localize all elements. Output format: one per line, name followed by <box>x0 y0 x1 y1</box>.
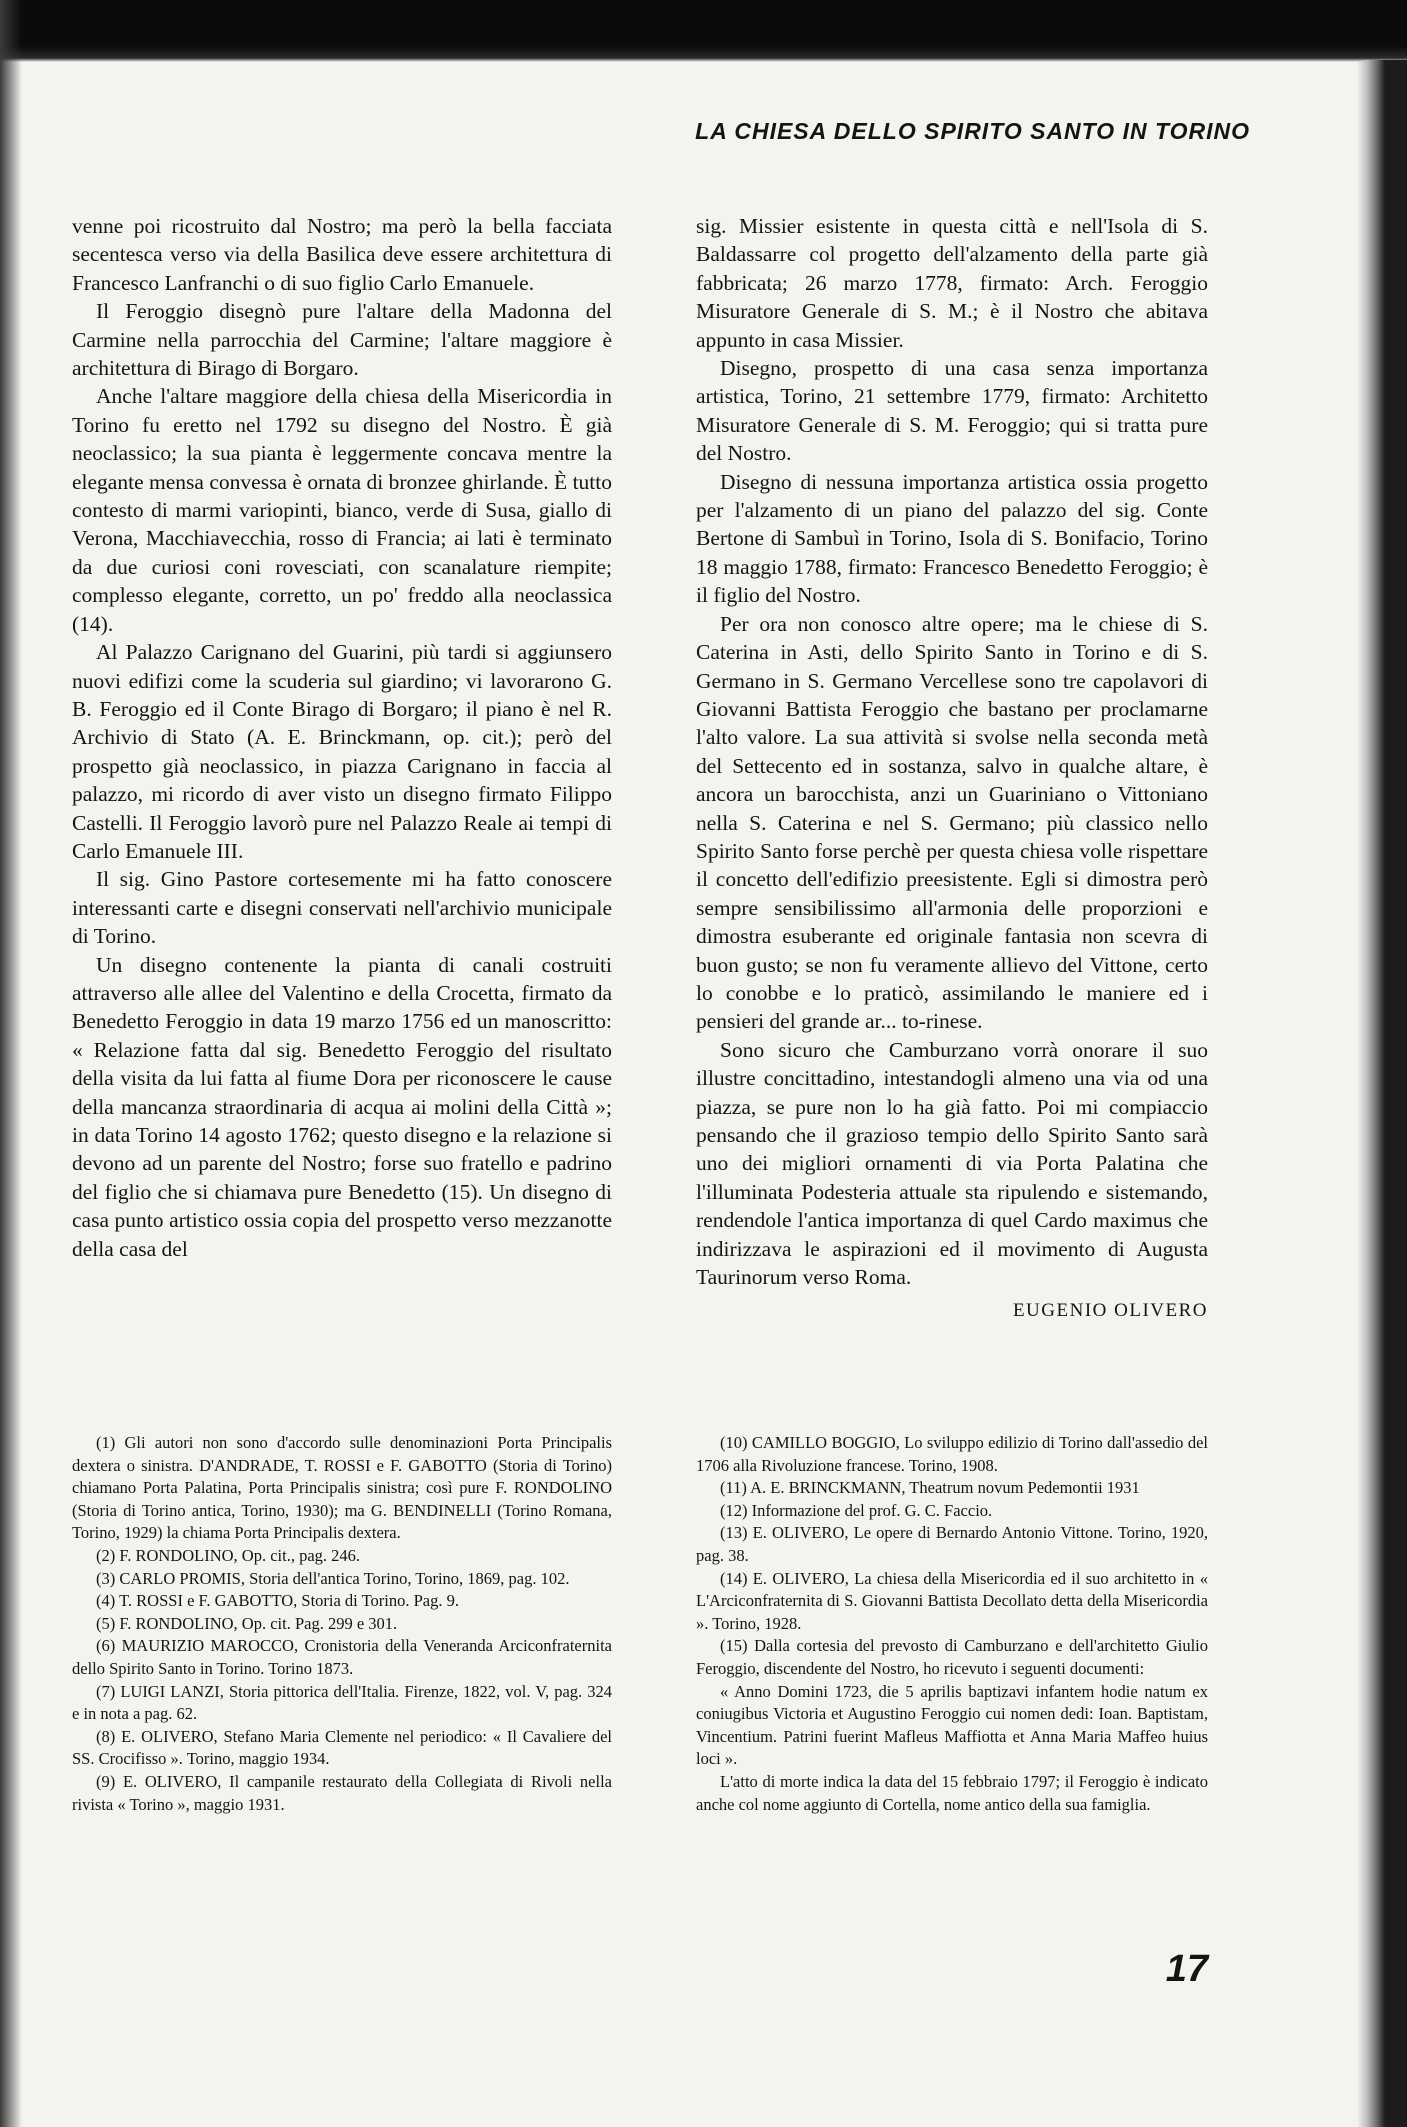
author-signature: EUGENIO OLIVERO <box>1012 1300 1208 1322</box>
footnote: (10) CAMILLO BOGGIO, Lo sviluppo edilizio di Torino dall'assedio del 1706 alla Rivoluzione francese. Torino, 1908. <box>696 1433 1208 1475</box>
running-title: LA CHIESA DELLO SPIRITO SANTO IN TORINO <box>695 118 1250 144</box>
paragraph: Un disegno contenente la pianta di canali costruiti attraverso alle allee del Valentino e della Crocetta, firmato da Benedetto Feroggio in data 19 marzo 1756 ed un manoscritto: « Relazione fatta dal sig. Benedetto Feroggio del risultato della visita da lui fatta al fiume Dora per riconoscere le cause della mancanza straordinaria di acqua ai molini della Città »; in data Torino 14 agosto 1762; questo disegno e la relazione si devono ad un parente del Nostro; forse suo fratello e padrino del figlio che si chiamava pure Benedetto (15). Un disegno di casa punto artistico ossia copia del prospetto verso mezzanotte della casa del <box>72 952 612 1261</box>
paragraph: Anche l'altare maggiore della chiesa della Misericordia in Torino fu eretto nel 1792 su disegno del Nostro. È già neoclassico; la sua pianta è leggermente concava mentre la elegante mensa convessa è ornata di bronzee ghirlande. È tutto contesto di marmi variopinti, bianco, verde di Susa, giallo di Verona, Macchiavecchia, rosso di Francia; ai lati è terminato da due curiosi coni rovesciati, con scanalature riempite; complesso elegante, corretto, un po' freddo alla neoclassica (14). <box>72 384 612 636</box>
paragraph: sig. Missier esistente in questa città e nell'Isola di S. Baldassarre col progetto dell'alzamento della parte già fabbricata; 26 marzo 1778, firmato: Arch. Feroggio Misuratore Generale di S. M.; è il Nostro che abitava appunto in casa Missier. <box>696 214 1208 352</box>
paragraph: Disegno, prospetto di una casa senza importanza artistica, Torino, 21 settembre 1779, firmato: Architetto Misuratore Generale di S. M. Feroggio; qui si tratta pure del Nostro. <box>696 356 1208 466</box>
footnote: (14) E. OLIVERO, La chiesa della Misericordia ed il suo architetto in « L'Arciconfraternita di S. Giovanni Battista Decollato detta della Misericordia ». Torino, 1928. <box>696 1568 1208 1633</box>
scan-shadow-left <box>0 0 22 2127</box>
paragraph: Sono sicuro che Camburzano vorrà onorare il suo illustre concittadino, intestandogli almeno una via od una piazza, se pure non lo ha già fatto. Poi mi compiaccio pensando che il grazioso tempio dello Spirito Santo sarà uno dei migliori ornamenti di via Porta Palatina che l'illuminata Podesteria attuale sta ripulendo e sistemando, rendendole l'antica importanza di quel Cardo maximus che indirizzava le aspirazioni ed il movimento di Augusta Taurinorum verso Roma. <box>696 1037 1208 1290</box>
paragraph: Per ora non conosco altre opere; ma le chiese di S. Caterina in Asti, dello Spirito Santo in Torino e di S. Germano in S. Germano Vercellese sono tre capolavori di Giovanni Battista Feroggio che bastano per proclamarne l'alto valore. La sua attività si svolse nella seconda metà del Settecento ed in sostanza, salvo in qualche altare, è ancora un barocchista, anzi un Guariniano o Vittoniano nella S. Caterina e nel S. Germano; più classico nello Spirito Santo forse perchè per questa chiesa volle rispettare il concetto dell'edifizio preesistente. Egli si dimostra però sempre sensibilissimo all'armonia delle proporzioni e dimostra esuberante ed originale fantasia non scevra di buon gusto; se non fu veramente allievo del Vittone, certo lo conobbe e lo praticò, assimilando le maniere ed i pensieri del grande ar... to-rinese. <box>696 611 1208 1034</box>
footnote: « Anno Domini 1723, die 5 aprilis baptizavi infantem hodie natum ex coniugibus Victoria et Augustino Feroggio cui nomen dedi: Ioan. Baptistam, Vincentium. Patrini fuerint Mafleus Maffiotta et Anna Maria Maffeo huius loci ». <box>696 1681 1208 1769</box>
footnote: (11) A. E. BRINCKMANN, Theatrum novum Pedemontii 1931 <box>720 1478 1140 1498</box>
footnote: (7) LUIGI LANZI, Storia pittorica dell'Italia. Firenze, 1822, vol. V, pag. 324 e in nota a pag. 62. <box>72 1681 612 1724</box>
body-column-left <box>72 212 612 1263</box>
footnotes-left <box>72 1432 612 1816</box>
paragraph: Il sig. Gino Pastore cortesemente mi ha fatto conoscere interessanti carte e disegni conservati nell'archivio municipale di Torino. <box>72 867 612 949</box>
body-column-right <box>696 212 1208 1326</box>
footnote: (5) F. RONDOLINO, Op. cit. Pag. 299 e 301. <box>96 1613 398 1633</box>
scan-shadow-right <box>1357 60 1407 2127</box>
footnote: (15) Dalla cortesia del prevosto di Camburzano e dell'architetto Giulio Feroggio, discendente del Nostro, ho ricevuto i seguenti documenti: <box>696 1636 1208 1678</box>
page-number: 17 <box>1165 1948 1208 1990</box>
footnote: (6) MAURIZIO MAROCCO, Cronistoria della Veneranda Arciconfraternita dello Spirito Santo in Torino. Torino 1873. <box>72 1636 612 1678</box>
footnote: L'atto di morte indica la data del 15 febbraio 1797; il Feroggio è indicato anche col nome aggiunto di Cortella, nome antico della sua famiglia. <box>696 1771 1208 1814</box>
paragraph: Al Palazzo Carignano del Guarini, più tardi si aggiunsero nuovi edifizi come la scuderia sul giardino; vi lavorarono G. B. Feroggio ed il Conte Birago di Borgaro; il piano è nel R. Archivio di Stato (A. E. Brinckmann, op. cit.); però del prospetto già neoclassico, in piazza Carignano in faccia al palazzo, mi ricordo di aver visto un disegno firmato Filippo Castelli. Il Feroggio lavorò pure nel Palazzo Reale ai tempi di Carlo Emanuele III. <box>72 640 612 863</box>
footnote: (2) F. RONDOLINO, Op. cit., pag. 246. <box>96 1545 361 1565</box>
footnote: (4) T. ROSSI e F. GABOTTO, Storia di Torino. Pag. 9. <box>96 1591 459 1611</box>
paragraph: venne poi ricostruito dal Nostro; ma però la bella facciata secentesca verso via della Basilica deve essere architettura di Francesco Lanfranchi o di suo figlio Carlo Emanuele. <box>72 214 612 295</box>
paragraph: Il Feroggio disegnò pure l'altare della Madonna del Carmine nella parrocchia del Carmine; l'altare maggiore è architettura di Birago di Borgaro. <box>72 299 612 381</box>
footnote: (3) CARLO PROMIS, Storia dell'antica Torino, Torino, 1869, pag. 102. <box>96 1568 570 1588</box>
footnote: (1) Gli autori non sono d'accordo sulle denominazioni Porta Principalis dextera o sinistra. D'ANDRADE, T. ROSSI e F. GABOTTO (Storia di Torino) chiamano Porta Palatina, Porta Principalis sinistra; così pure F. RONDOLINO (Storia di Torino antica, Torino, 1930); ma G. BENDINELLI (Torino Romana, Torino, 1929) la chiama Porta Principalis dextera. <box>72 1433 612 1543</box>
footnote: (8) E. OLIVERO, Stefano Maria Clemente nel periodico: « Il Cavaliere del SS. Crocifisso ». Torino, maggio 1934. <box>72 1726 612 1769</box>
paragraph: Disegno di nessuna importanza artistica ossia progetto per l'alzamento di un piano del palazzo del sig. Conte Bertone di Sambuì in Torino, Isola di S. Bonifacio, Torino 18 maggio 1788, firmato: Francesco Benedetto Feroggio; è il figlio del Nostro. <box>696 469 1208 608</box>
scan-shadow-top <box>0 0 1407 62</box>
footnotes-right <box>696 1432 1208 1816</box>
footnote: (9) E. OLIVERO, Il campanile restaurato della Collegiata di Rivoli nella rivista « Torino », maggio 1931. <box>72 1771 612 1814</box>
footnote: (12) Informazione del prof. G. C. Faccio. <box>720 1500 993 1520</box>
footnote: (13) E. OLIVERO, Le opere di Bernardo Antonio Vittone. Torino, 1920, pag. 38. <box>696 1523 1208 1565</box>
